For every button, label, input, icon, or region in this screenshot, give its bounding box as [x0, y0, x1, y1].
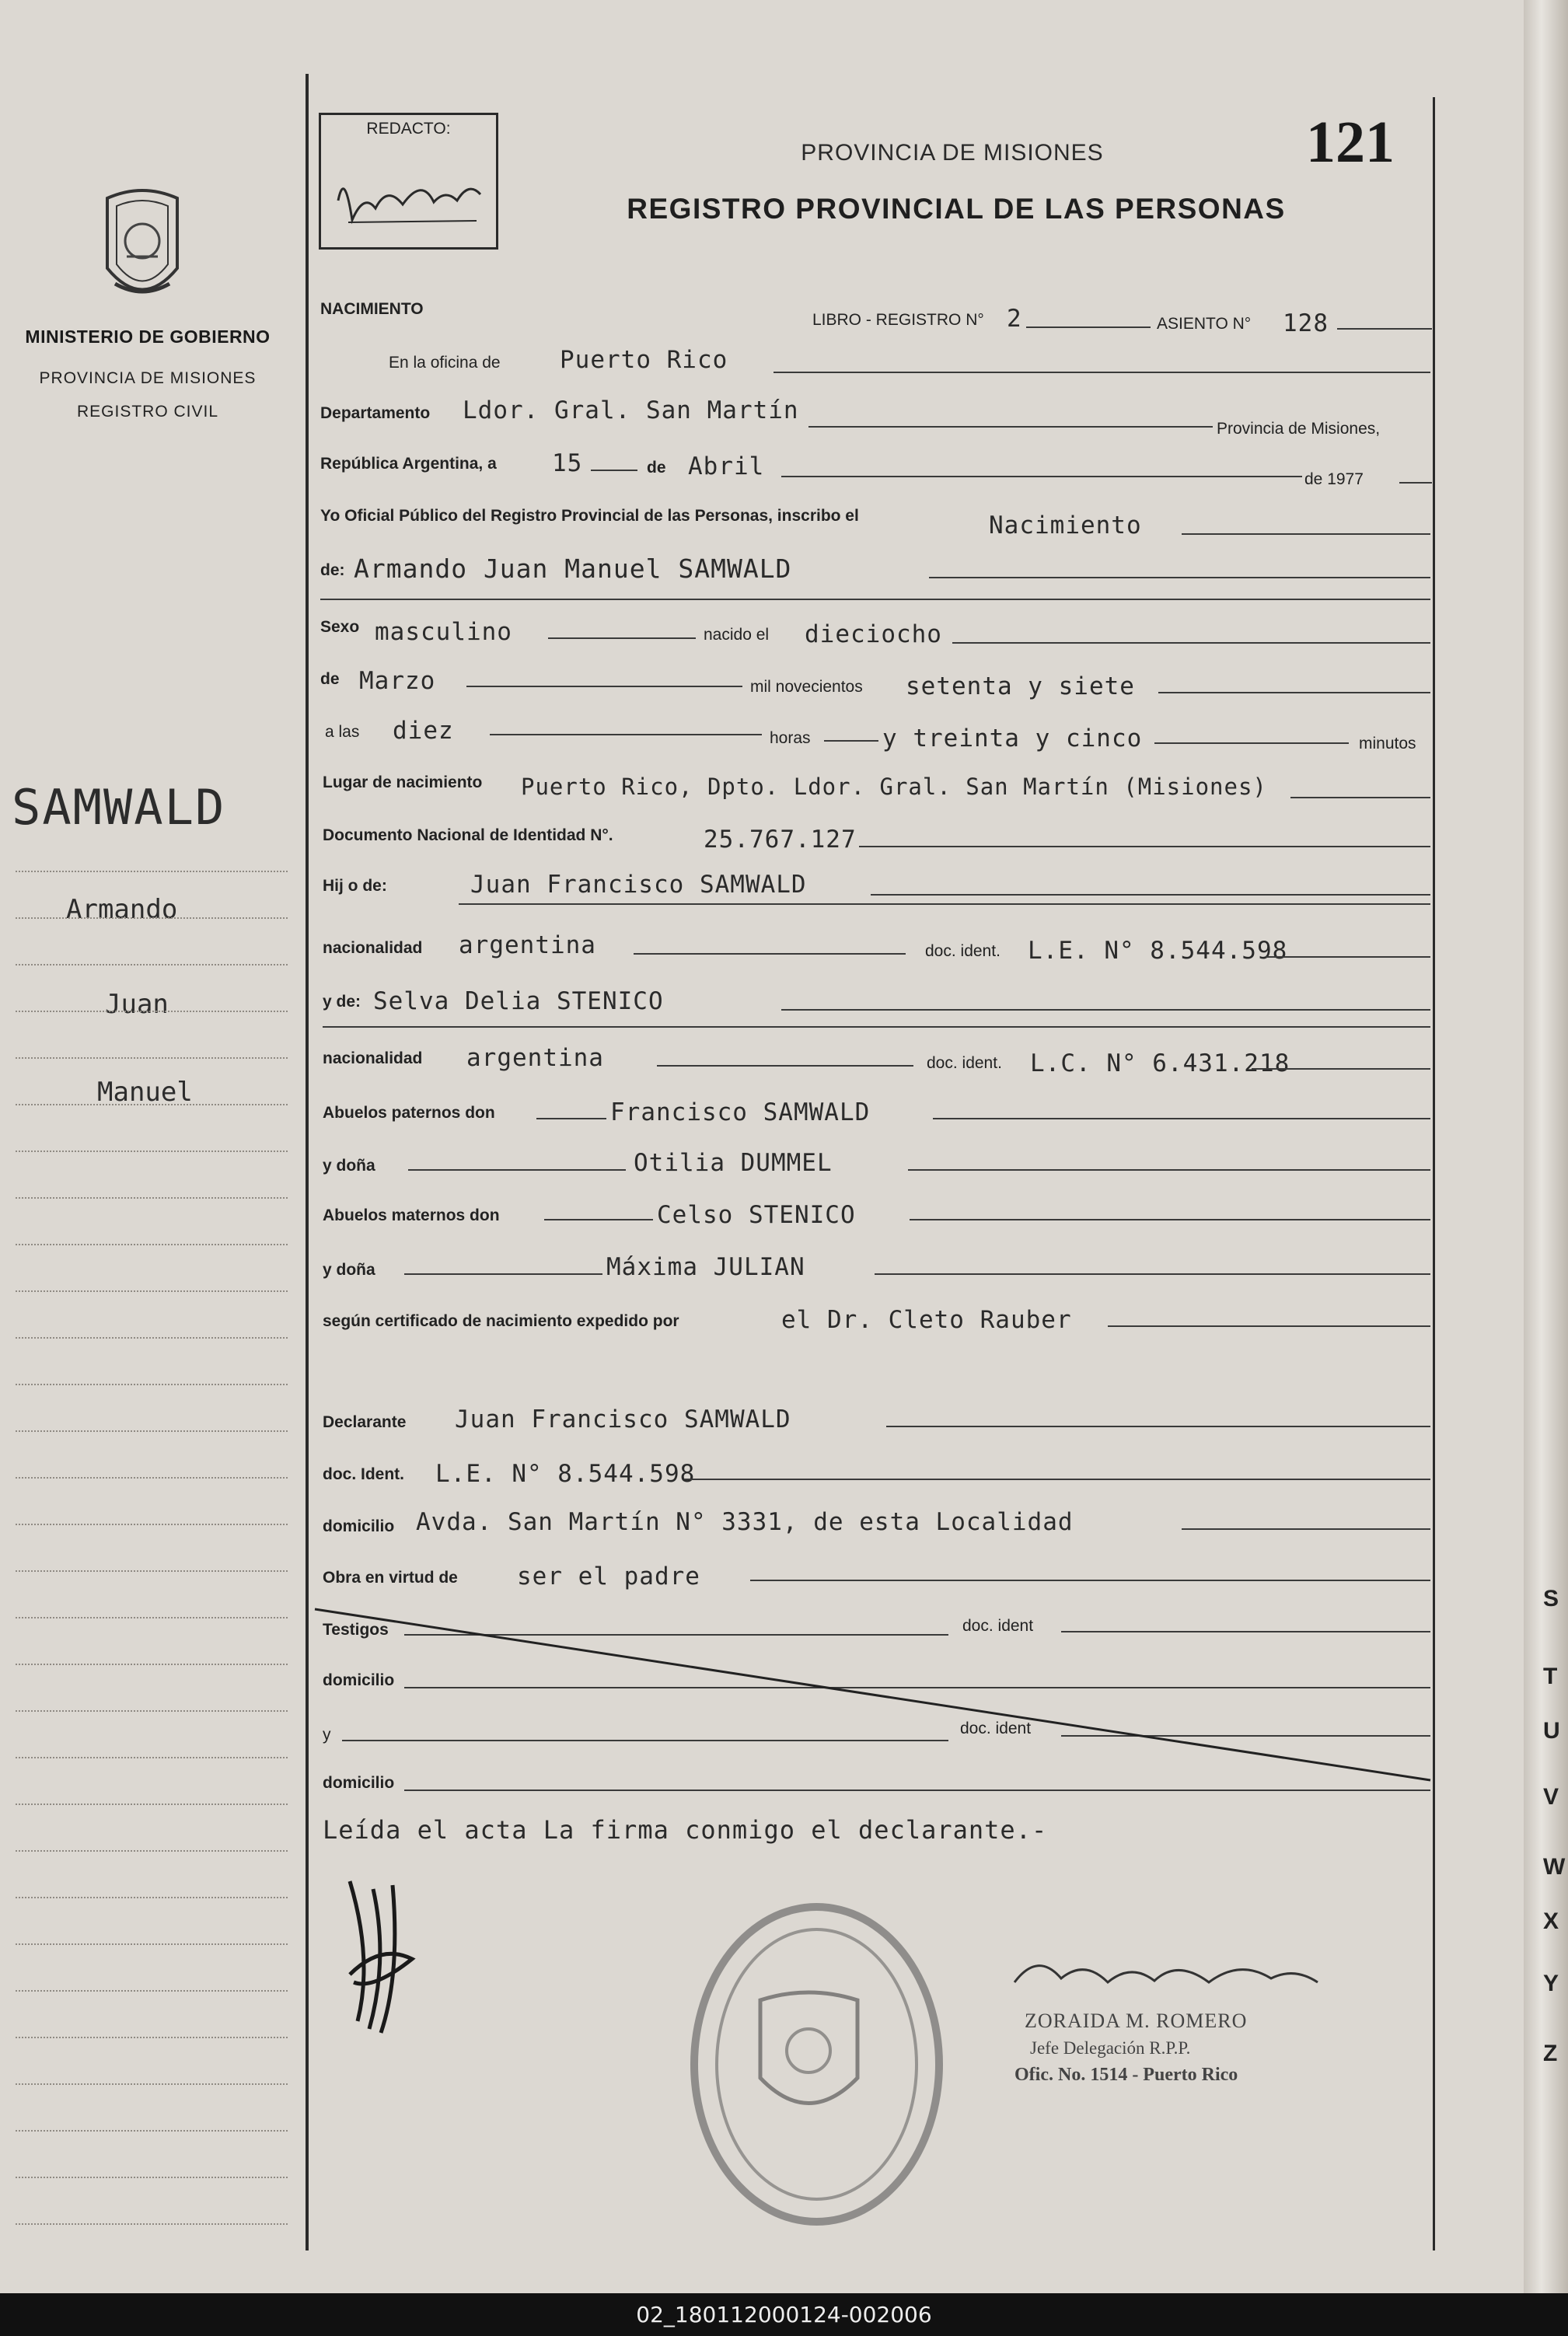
doc-ident-testigo2-label: doc. ident: [960, 1720, 1032, 1737]
doc-decl-value: L.E. N° 8.544.598: [435, 1460, 696, 1488]
official-office: Ofic. No. 1514 - Puerto Rico: [1014, 2065, 1238, 2085]
year-label: de 1977: [1304, 470, 1364, 488]
index-tab-y: Y: [1543, 1971, 1559, 1996]
ministry-label: MINISTERIO DE GOBIERNO: [25, 326, 271, 347]
hora-value: diez: [393, 717, 454, 745]
horas-label: horas: [770, 729, 811, 747]
nacido-value: dieciocho: [805, 620, 942, 648]
nacionalidad-madre-label: nacionalidad: [323, 1049, 423, 1067]
oficina-value: Puerto Rico: [560, 346, 728, 374]
declarante-value: Juan Francisco SAMWALD: [455, 1405, 791, 1433]
record-type-label: NACIMIENTO: [320, 300, 424, 318]
registry-round-stamp: [690, 1903, 943, 2226]
asiento-value: 128: [1283, 309, 1329, 337]
nacionalidad-madre-value: argentina: [466, 1044, 604, 1072]
minutos-label: minutos: [1359, 735, 1416, 752]
doc-ident-madre-label: doc. ident.: [927, 1054, 1002, 1072]
index-tab-x: X: [1543, 1908, 1559, 1934]
book-spine: [1524, 0, 1568, 2293]
left-margin-column: [0, 0, 303, 2293]
redacto-signature: [329, 146, 488, 239]
nacionalidad-padre-label: nacionalidad: [323, 939, 423, 957]
registry-civil-label: REGISTRO CIVIL: [76, 403, 219, 421]
departamento-label: Departamento: [320, 404, 431, 422]
declarant-signature: [327, 1866, 451, 2037]
margin-given-name-3: Manuel: [97, 1077, 193, 1108]
libro-label: LIBRO - REGISTRO N°: [812, 311, 984, 329]
de-label: de: [647, 459, 666, 477]
abuelo-materno-value: Celso STENICO: [657, 1201, 856, 1229]
a-las-label: a las: [325, 723, 360, 741]
asiento-label: ASIENTO N°: [1157, 315, 1252, 333]
yo-oficial-label: Yo Oficial Público del Registro Provincial de las Personas, inscribo el: [320, 507, 859, 525]
index-tab-w: W: [1543, 1854, 1566, 1880]
domicilio-label: domicilio: [323, 1517, 395, 1535]
domicilio-value: Avda. San Martín N° 3331, de esta Localidad: [416, 1508, 1074, 1536]
official-title: Jefe Delegación R.P.P.: [1030, 2038, 1191, 2058]
anio-nac-value: setenta y siete: [906, 672, 1135, 700]
abuela-paterna-value: Otilia DUMMEL: [634, 1149, 833, 1177]
certificado-label: según certificado de nacimiento expedido por: [323, 1312, 679, 1330]
domicilio-testigo1-label: domicilio: [323, 1671, 395, 1689]
de-mes-label: de: [320, 670, 340, 688]
official-name: ZORAIDA M. ROMERO: [1025, 2010, 1248, 2032]
oficina-label: En la oficina de: [389, 354, 501, 372]
obra-value: ser el padre: [517, 1563, 700, 1591]
month-value: Abril: [688, 452, 765, 480]
padre-value: Juan Francisco SAMWALD: [470, 871, 807, 899]
page-number: 121: [1306, 110, 1395, 175]
margin-given-name-1: Armando: [66, 894, 178, 925]
dni-value: 25.767.127: [704, 826, 857, 854]
abuela-materna-value: Máxima JULIAN: [606, 1253, 805, 1281]
sexo-value: masculino: [375, 618, 512, 646]
redacto-label: REDACTO:: [366, 120, 451, 138]
dni-label: Documento Nacional de Identidad N°.: [323, 826, 613, 844]
y-dona-materna-label: y doña: [323, 1261, 375, 1279]
y-de-label: y de:: [323, 993, 361, 1011]
y-testigo2-label: y: [323, 1726, 331, 1744]
nacido-label: nacido el: [704, 626, 770, 644]
doc-ident-decl-label: doc. Ident.: [323, 1465, 404, 1483]
index-tab-z: Z: [1543, 2041, 1558, 2066]
abuelos-paternos-label: Abuelos paternos don: [323, 1104, 495, 1122]
minutos-value: y treinta y cinco: [882, 725, 1143, 752]
abuelos-maternos-label: Abuelos maternos don: [323, 1206, 500, 1224]
registry-heading: REGISTRO PROVINCIAL DE LAS PERSONAS: [627, 193, 1286, 225]
republica-label: República Argentina, a: [320, 455, 497, 473]
abuelo-paterno-value: Francisco SAMWALD: [610, 1098, 871, 1126]
index-tab-u: U: [1543, 1718, 1560, 1744]
doc-ident-padre-label: doc. ident.: [925, 942, 1001, 960]
province-label: PROVINCIA DE MISIONES: [39, 369, 257, 387]
official-signature: [1007, 1943, 1333, 2006]
de-persona-label: de:: [320, 561, 345, 579]
hijo-label: Hij o de:: [323, 877, 387, 895]
departamento-value: Ldor. Gral. San Martín: [463, 396, 799, 424]
day-value: 15: [552, 449, 583, 477]
index-tab-s: S: [1543, 1586, 1559, 1611]
image-id-footer: 02_180112000124-002006: [0, 2293, 1568, 2336]
domicilio-testigo2-label: domicilio: [323, 1774, 395, 1792]
closing-statement: Leída el acta La firma conmigo el declarante.-: [323, 1815, 1048, 1845]
persona-value: Armando Juan Manuel SAMWALD: [354, 553, 792, 584]
doc-ident-testigo1-label: doc. ident: [962, 1617, 1034, 1635]
coat-of-arms-seal: [92, 183, 193, 315]
mes-nac-value: Marzo: [359, 667, 436, 695]
sexo-label: Sexo: [320, 618, 360, 636]
testigos-strike-line: [311, 1601, 1438, 1804]
margin-surname: SAMWALD: [12, 779, 226, 836]
lugar-value: Puerto Rico, Dpto. Ldor. Gral. San Martín (Misiones): [521, 773, 1267, 800]
libro-value: 2: [1007, 305, 1022, 333]
obra-label: Obra en virtud de: [323, 1569, 458, 1587]
y-dona-paterna-label: y doña: [323, 1157, 375, 1175]
inscribo-value: Nacimiento: [989, 512, 1142, 539]
certificado-value: el Dr. Cleto Rauber: [781, 1306, 1072, 1334]
doc-madre-value: L.C. N° 6.431.218: [1030, 1049, 1290, 1077]
index-tab-v: V: [1543, 1784, 1559, 1810]
madre-value: Selva Delia STENICO: [373, 987, 664, 1015]
margin-given-name-2: Juan: [105, 989, 169, 1020]
redacto-box: [319, 113, 498, 250]
provincia-suffix: Provincia de Misiones,: [1217, 420, 1381, 438]
nacionalidad-padre-value: argentina: [459, 931, 596, 959]
province-heading: PROVINCIA DE MISIONES: [801, 140, 1104, 166]
testigos-label: Testigos: [323, 1621, 389, 1639]
doc-padre-value: L.E. N° 8.544.598: [1028, 937, 1288, 965]
mil-novecientos-label: mil novecientos: [750, 678, 863, 696]
lugar-label: Lugar de nacimiento: [323, 773, 483, 791]
declarante-label: Declarante: [323, 1413, 407, 1431]
index-tab-t: T: [1543, 1664, 1558, 1689]
